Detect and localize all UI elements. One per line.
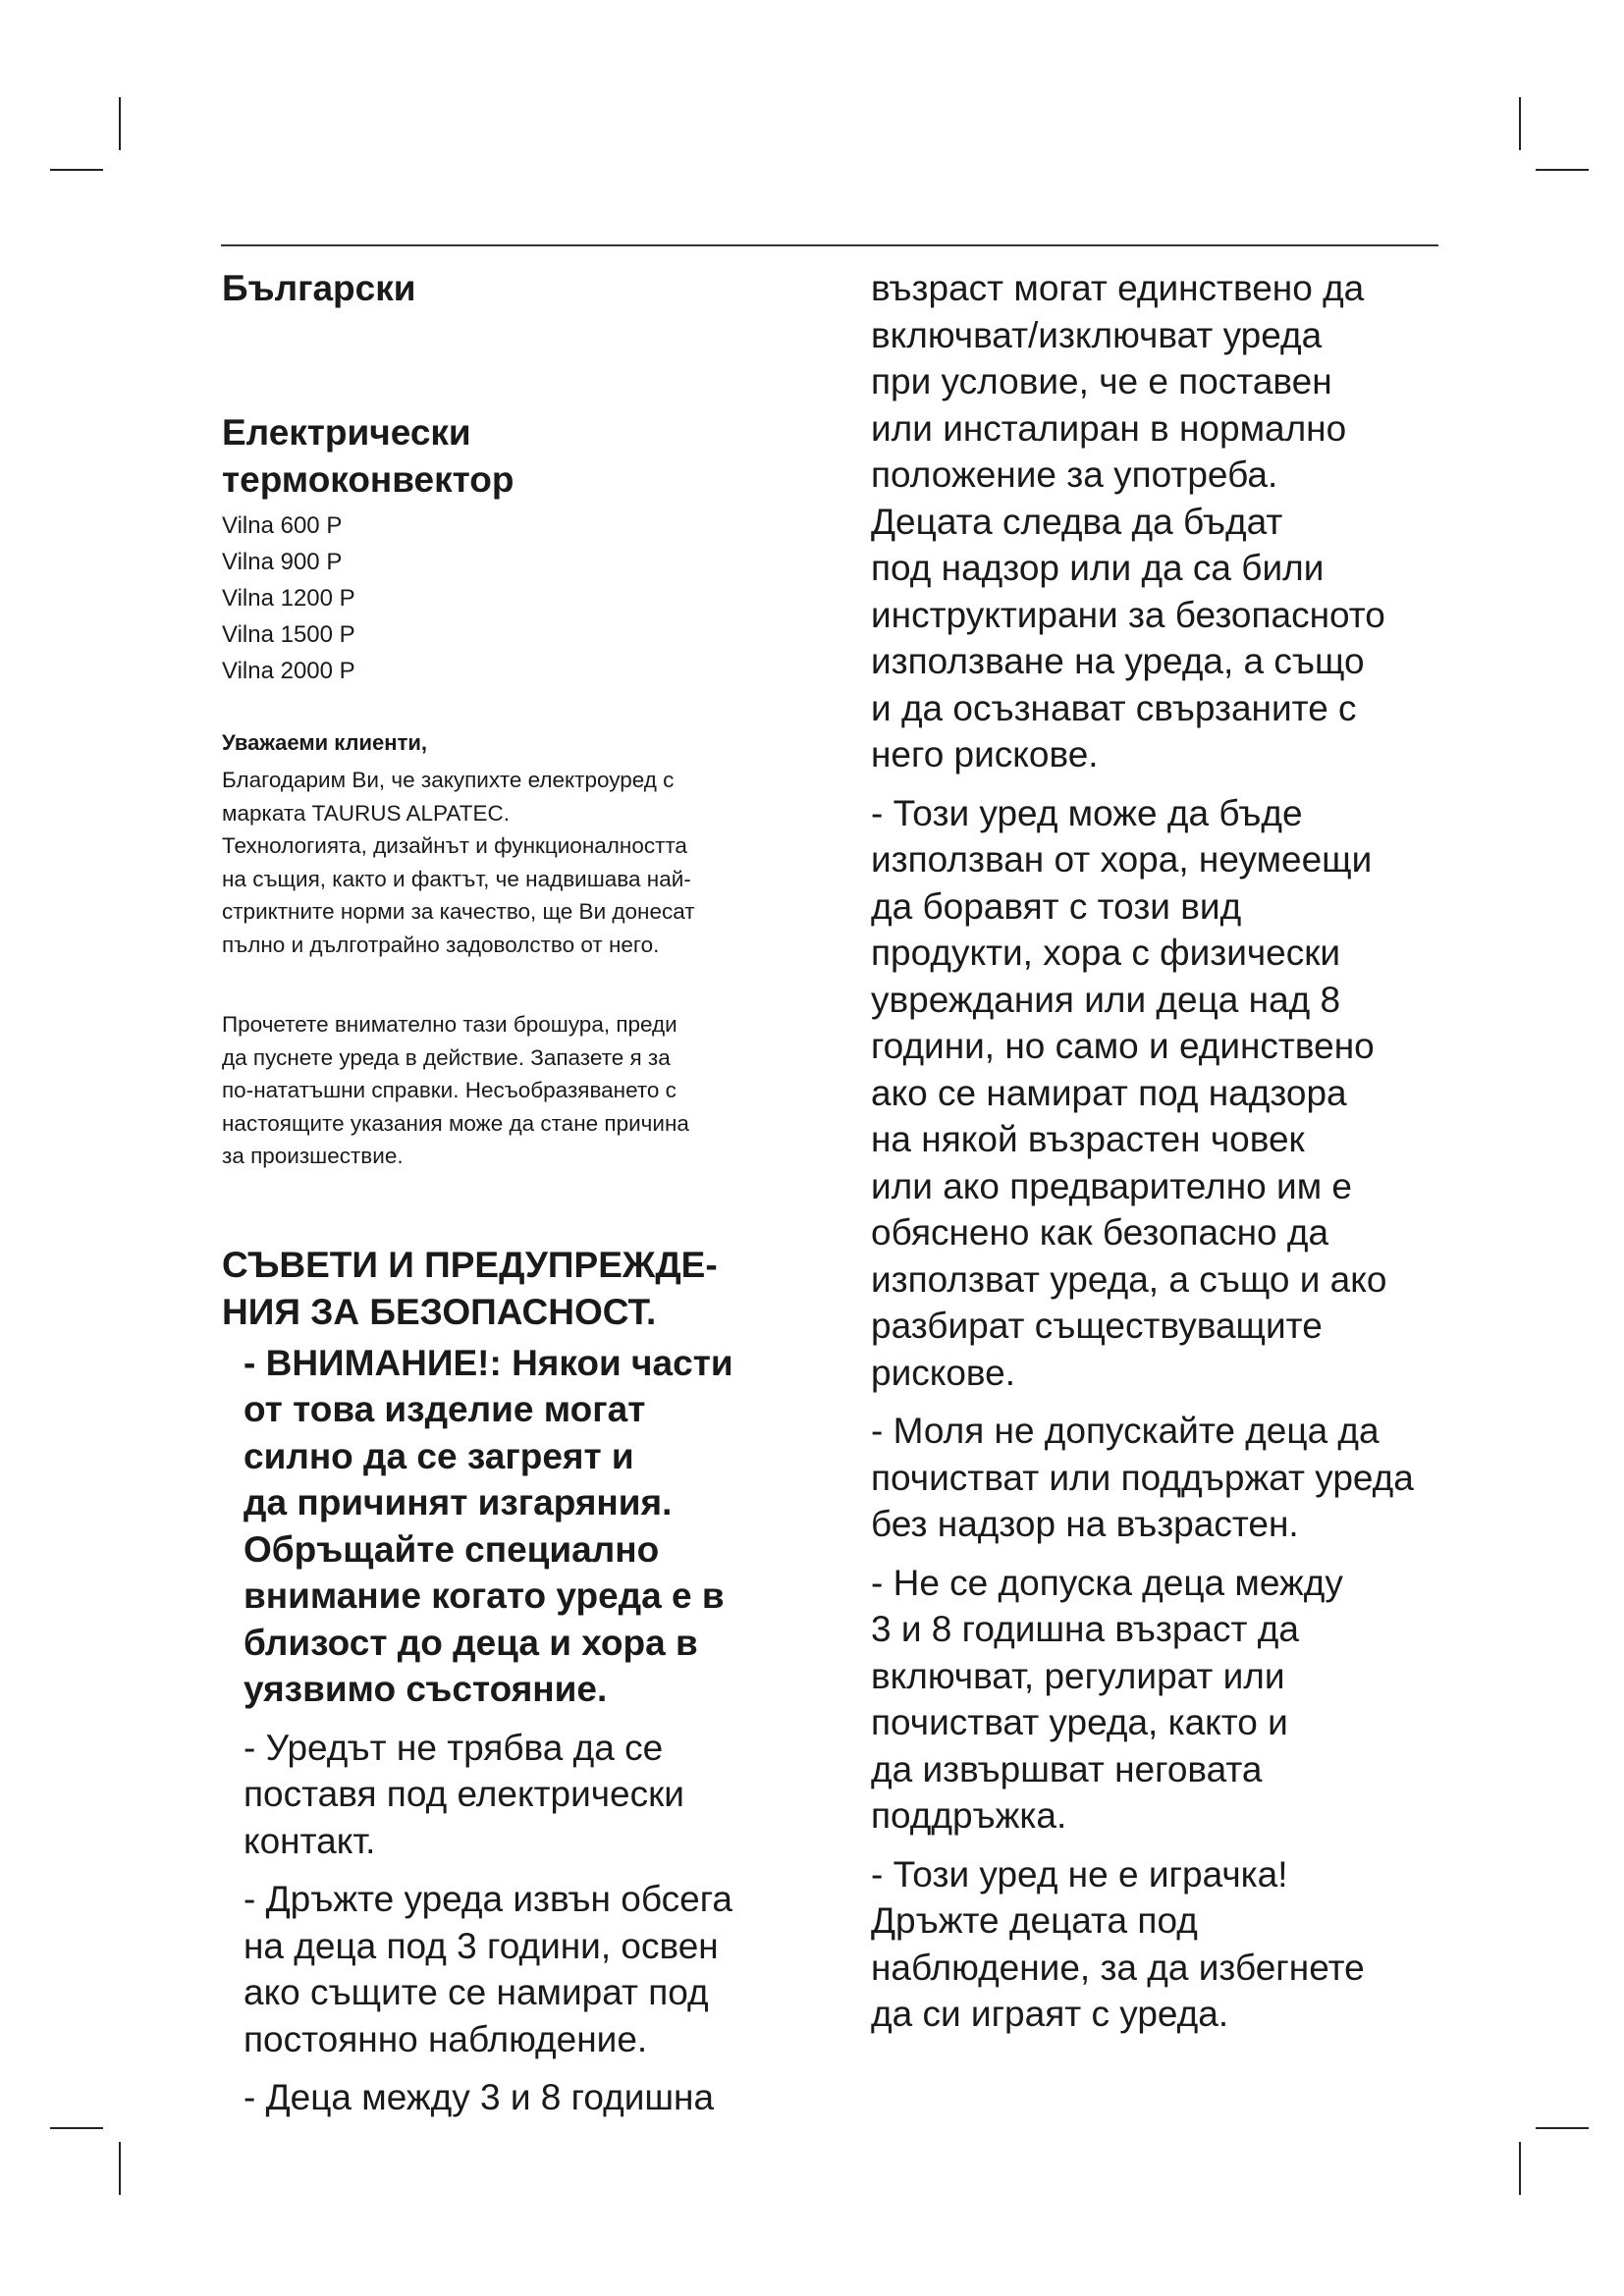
text-line: пълно и дълготрайно задоволство от него. <box>222 932 660 957</box>
text-line: ако същите се намират под <box>244 1972 709 2013</box>
text-line: да си играят с уреда. <box>871 1994 1229 2034</box>
text-line: Прочетете внимателно тази брошура, преди <box>222 1012 677 1038</box>
text-line: Децата следва да бъдат <box>871 501 1283 542</box>
text-line: използван от хора, неумеещи <box>871 839 1373 880</box>
text-line: ако се намират под надзора <box>871 1072 1347 1113</box>
text-line: на някой възрастен човек <box>871 1119 1305 1159</box>
text-line: - Не се допуска деца между <box>871 1562 1343 1603</box>
text-line: Благодарим Ви, че закупихте електроуред с <box>222 768 675 793</box>
intro-paragraph-technology <box>222 829 811 961</box>
crop-mark-top-right-horizontal <box>1536 169 1589 171</box>
product-title <box>222 409 811 504</box>
model-item: Vilna 1500 P <box>222 621 355 649</box>
safety-item-children-continued <box>871 265 1460 778</box>
text-line: и да осъзнават свързаните с <box>871 687 1357 728</box>
text-line: включват/изключват уреда <box>871 314 1323 355</box>
intro-paragraph-read-carefully <box>222 1008 811 1173</box>
text-line: марката TAURUS ALPATEC. <box>222 800 510 826</box>
text-line: близост до деца и хора в <box>244 1622 698 1663</box>
crop-mark-top-left-vertical <box>119 97 121 150</box>
text-line: възраст могат единствено да <box>871 268 1365 308</box>
text-line: него рискове. <box>871 734 1099 774</box>
crop-mark-bottom-left-vertical <box>119 2142 121 2195</box>
title-line: НИЯ ЗА БЕЗОПАСНОСТ. <box>222 1291 657 1332</box>
model-item: Vilna 1200 P <box>222 585 355 613</box>
model-item: Vilna 2000 P <box>222 658 355 685</box>
text-line: контакт. <box>244 1820 376 1861</box>
text-line: рискове. <box>871 1352 1016 1393</box>
text-line: силно да се загреят и <box>244 1435 634 1476</box>
text-line: стриктните норми за качество, ще Ви донесат <box>222 899 695 925</box>
text-line: продукти, хора с физически <box>871 933 1341 973</box>
text-line: да извършват неговата <box>871 1748 1263 1789</box>
text-line: разбират съществуващите <box>871 1306 1323 1346</box>
text-line: инструктирани за безопасното <box>871 594 1385 635</box>
text-line: - Деца между 3 и 8 годишна <box>244 2077 715 2118</box>
text-line: по-нататъшни справки. Несъобразяването с <box>222 1078 677 1103</box>
text-line: или инсталиран в нормално <box>871 407 1347 449</box>
text-line: без надзор на възрастен. <box>871 1504 1299 1544</box>
text-line: да причинят изгаряния. <box>244 1482 673 1523</box>
text-line: Обръщайте специално <box>244 1528 660 1570</box>
safety-section-title <box>222 1242 811 1336</box>
text-line: от това изделие могат <box>244 1389 646 1430</box>
title-line: СЪВЕТИ И ПРЕДУПРЕЖДЕ- <box>222 1244 718 1285</box>
text-line: - ВНИМАНИЕ!: Някои части <box>244 1342 733 1383</box>
safety-item-toy <box>871 1851 1460 2038</box>
text-line: да пуснете уреда в действие. Запазете я за <box>222 1044 671 1070</box>
text-line: почистват или поддържат уреда <box>871 1457 1414 1498</box>
text-line: - Дръжте уреда извън обсега <box>244 1879 732 1920</box>
crop-mark-top-left-horizontal <box>50 169 103 171</box>
product-title-line: термоконвектор <box>222 459 514 501</box>
text-line: поставя под електрически <box>244 1774 684 1815</box>
text-line: или ако предварително им е <box>871 1165 1352 1206</box>
model-item: Vilna 600 P <box>222 512 343 540</box>
safety-item-socket <box>222 1725 811 1865</box>
text-line: за произшествие. <box>222 1144 404 1169</box>
text-line: да боравят с този вид <box>871 885 1242 927</box>
crop-mark-bottom-right-horizontal <box>1536 2127 1589 2129</box>
text-line: 3 и 8 годишна възраст да <box>871 1609 1299 1649</box>
safety-item-cleaning <box>871 1408 1460 1548</box>
text-line: - Моля не допускайте деца да <box>871 1411 1380 1451</box>
crop-mark-bottom-right-vertical <box>1519 2142 1521 2195</box>
text-line: при условие, че е поставен <box>871 361 1332 401</box>
warning-item <box>222 1340 811 1713</box>
text-line: на деца под 3 години, освен <box>244 1925 719 1966</box>
safety-item-reach <box>222 1876 811 2062</box>
model-list <box>222 507 811 689</box>
text-line: уязвимо състояние. <box>244 1669 608 1710</box>
text-line: - Този уред може да бъде <box>871 792 1303 833</box>
text-line: обяснено как безопасно да <box>871 1212 1329 1253</box>
left-column <box>222 257 811 2121</box>
safety-item-regulate <box>871 1560 1460 1840</box>
text-line: под надзор или да са били <box>871 548 1325 588</box>
text-line: наблюдение, за да избегнете <box>871 1947 1365 1988</box>
header-rule <box>221 244 1438 246</box>
text-line: постоянно наблюдение. <box>244 2018 648 2059</box>
crop-mark-top-right-vertical <box>1519 97 1521 150</box>
safety-item-children-start <box>222 2074 811 2121</box>
text-line: включват, регулират или <box>871 1655 1285 1696</box>
model-item: Vilna 900 P <box>222 549 343 576</box>
right-column <box>871 265 1460 2038</box>
text-line: - Уредът не трябва да се <box>244 1727 664 1768</box>
text-line: използват уреда, а също и ако <box>871 1258 1387 1300</box>
text-line: използване на уреда, а също <box>871 641 1365 681</box>
text-line: поддръжка. <box>871 1795 1067 1836</box>
text-line: положение за употреба. <box>871 454 1278 495</box>
intro-paragraph-thanks <box>222 764 811 829</box>
greeting: Уважаеми клиенти, <box>222 730 427 756</box>
safety-item-handicap <box>871 790 1460 1397</box>
text-line: на същия, както и фактът, че надвишава най- <box>222 866 691 891</box>
text-line: Технологията, дизайнът и функционалността <box>222 833 687 859</box>
text-line: години, но само и единствено <box>871 1026 1375 1066</box>
text-line: почистват уреда, както и <box>871 1702 1288 1742</box>
text-line: Дръжте децата под <box>871 1900 1198 1941</box>
text-line: настоящите указания може да стане причина <box>222 1110 689 1136</box>
text-line: - Този уред не е играчка! <box>871 1853 1288 1895</box>
crop-mark-bottom-left-horizontal <box>50 2127 103 2129</box>
text-line: увреждания или деца над 8 <box>871 979 1341 1020</box>
text-line: внимание когато уреда е в <box>244 1575 725 1617</box>
language-title: Български <box>222 268 416 308</box>
product-title-line: Електрически <box>222 412 471 454</box>
